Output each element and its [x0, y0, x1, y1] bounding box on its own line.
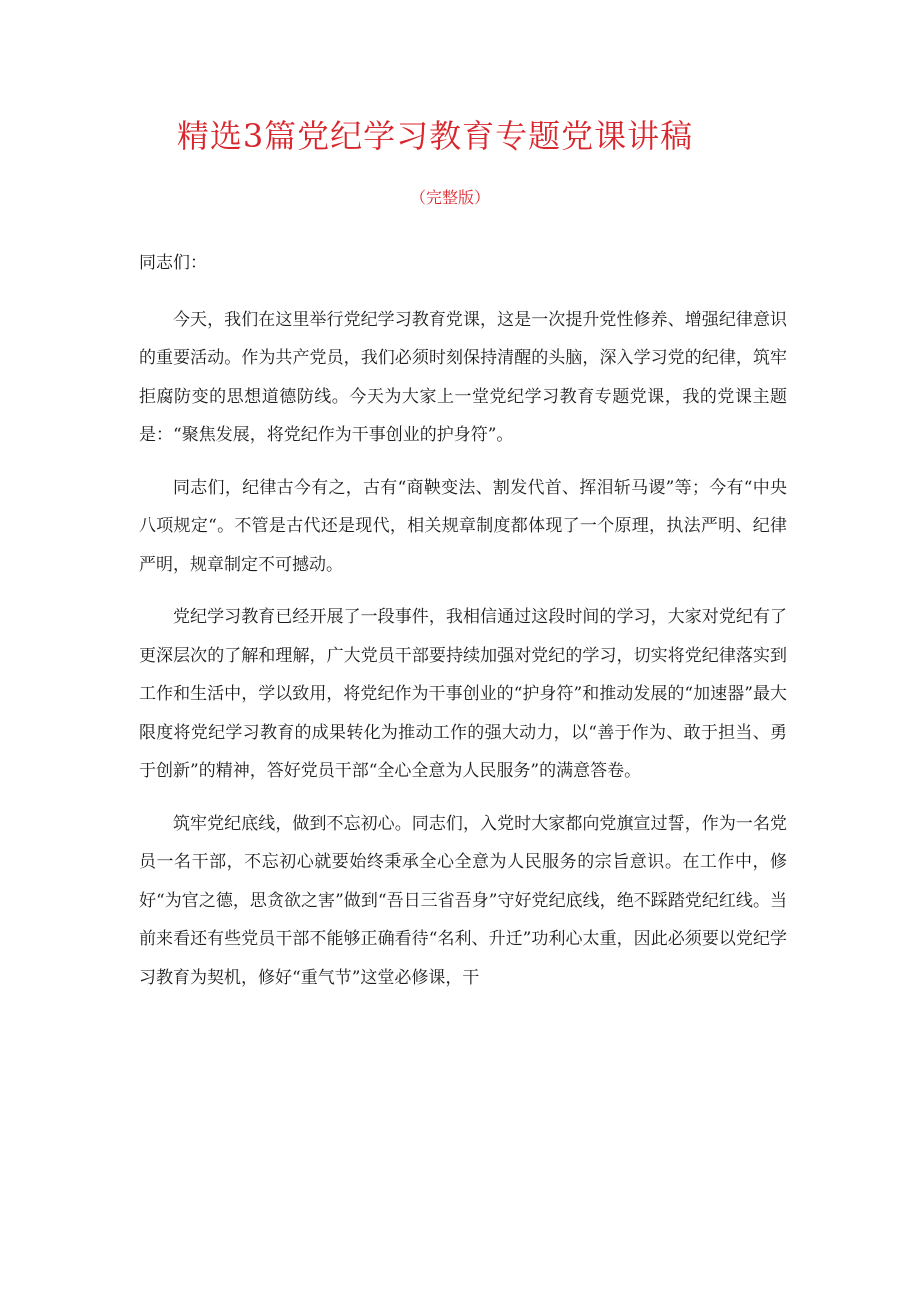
salutation: 同志们：: [139, 253, 207, 273]
paragraph-1: 今天，我们在这里举行党纪学习教育党课，这是一次提升党性修养、增强纪律意识的重要活动。作为共产党员，我们必须时刻保持清醒的头脑，深入学习党的纪律，筑牢拒腐防变的思想道德防线。今天为大家上一堂党纪学习教育专题党课，我的党课主题是：“聚焦发展，将党纪作为干事创业的护身符”。: [139, 309, 787, 445]
paragraph-4: 筑牢党纪底线，做到不忘初心。同志们，入党时大家都向党旗宣过誓，作为一名党员一名干部，不忘初心就要始终秉承全心全意为人民服务的宗旨意识。在工作中，修好“为官之德，思贪欲之害”做到“吾日三省吾身”守好党纪底线，绝不踩踏党纪红线。当前来看还有些党员干部不能够正确看待“名利、升迁”功利心太重，因此必须要以党纪学习教育为契机，修好“重气节”这堂必修课，干: [139, 813, 787, 988]
paragraph-3: 党纪学习教育已经开展了一段事件，我相信通过这段时间的学习，大家对党纪有了更深层次的了解和理解，广大党员干部要持续加强对党纪的学习，切实将党纪律落实到工作和生活中，学以致用，将党纪作为干事创业的“护身符”和推动发展的“加速器”最大限度将党纪学习教育的成果转化为推动工作的强大动力，以“善于作为、敢于担当、勇于创新”的精神，答好党员干部“全心全意为人民服务”的满意答卷。: [139, 607, 787, 781]
paragraph-2: 同志们，纪律古今有之，古有“商鞅变法、割发代首、挥泪斩马谡”等；今有“中央八项规定“。不管是古代还是现代，相关规章制度都体现了一个原理，执法严明、纪律严明，规章制定不可撼动。: [139, 477, 787, 575]
document-title: 精选3篇党纪学习教育专题党课讲稿: [176, 117, 694, 155]
document-subtitle: （完整版）: [409, 188, 490, 207]
document-body: [139, 244, 787, 1011]
